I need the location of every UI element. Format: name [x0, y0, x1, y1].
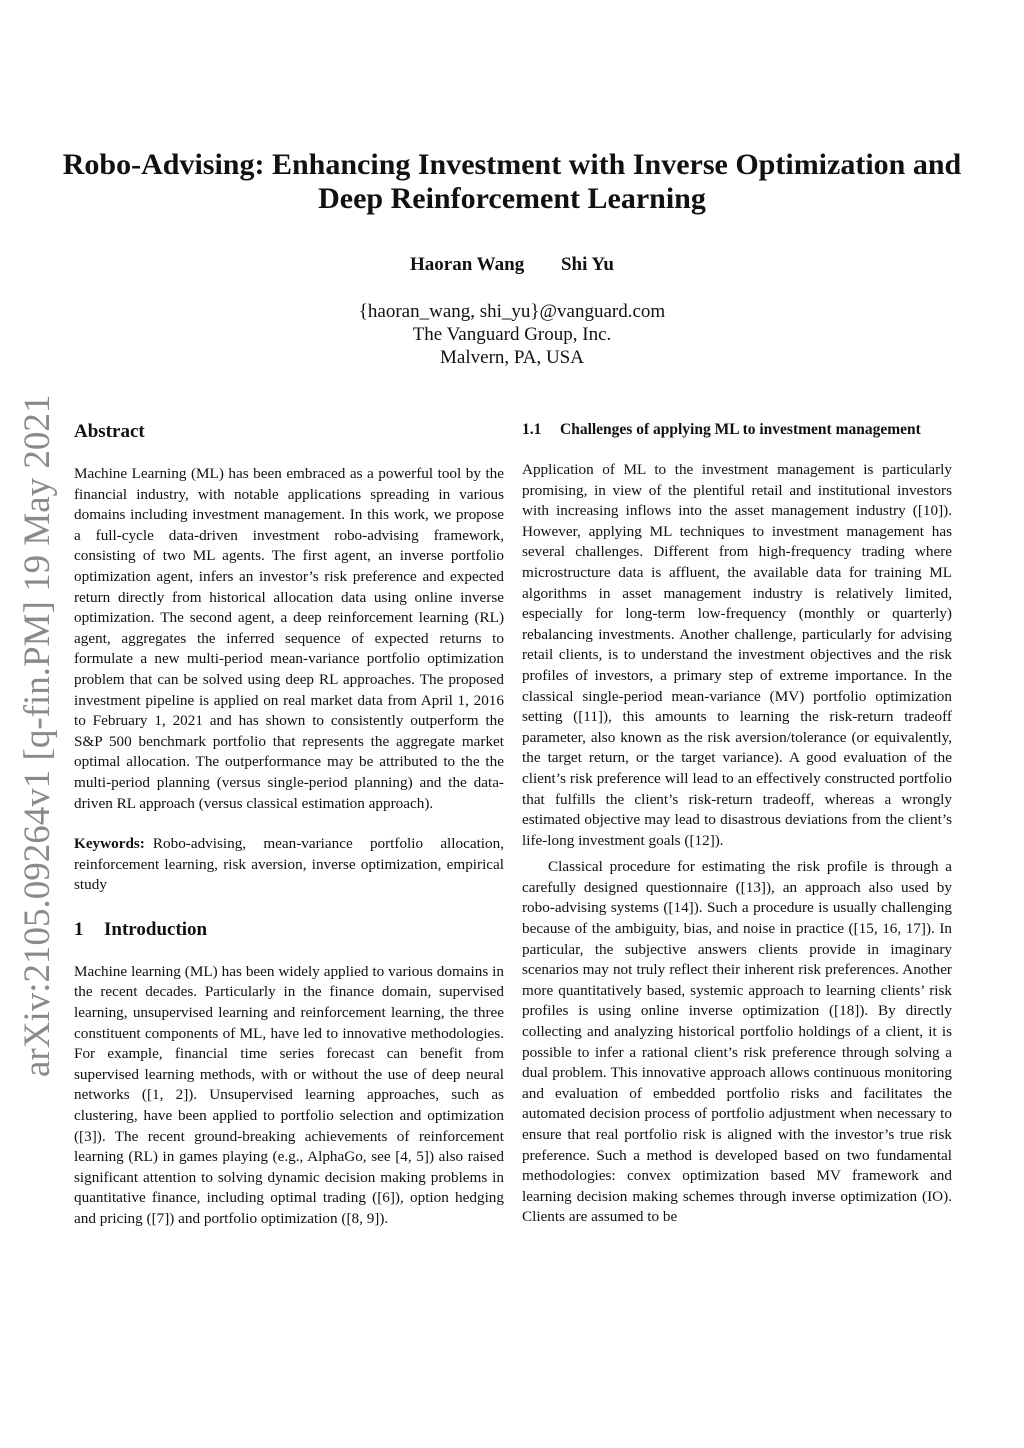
right-column — [522, 420, 952, 1228]
section-number: 1 — [74, 918, 84, 940]
section-heading — [74, 918, 504, 942]
keywords-text: Robo-advising, mean-variance portfolio allocation, reinforcement learning, risk aversion, inverse optimization, empirical study — [74, 835, 504, 894]
body-paragraph: Classical procedure for estimating the risk profile is through a carefully designed questionnaire ([13]), an approach also used by robo-advising systems ([14]). Such a procedure is usually challenging because of the ambiguity, bias, and noise in practice ([15, 16, 17]). In particular, the subjective answers clients provide in imaginary scenarios may not truly reflect their inherent risk preferences. Another more quantitatively based, systemic approach to learning clients’ risk profiles is using online inverse optimization ([18]). By directly collecting and analyzing historical portfolio holdings of a client, it is possible to infer a rational client’s risk preference through solving a dual problem. This innovative approach allows continuous monitoring and evaluation of embedded portfolio risks and facilitates the automated decision process of portfolio adjustment when necessary to ensure that real portfolio risk is aligned with the investor’s true risk preference. Such a method is developed based on two fundamental methodologies: convex optimization based MV framework and learning decision making schemes through inverse optimization (IO). Clients are assumed to be — [522, 858, 952, 1226]
section-title: Introduction — [104, 918, 208, 940]
left-column — [74, 420, 504, 1230]
subsection-heading — [522, 420, 952, 440]
organization: The Vanguard Group, Inc. — [412, 324, 612, 345]
intro-text: Machine learning (ML) has been widely applied to various domains in the recent decades. Particularly in the finance domain, supervised learning, unsupervised learning and reinforcement learning, the three constituent components of ML, have led to innovative methodologies. For example, financial time series forecast can benefit from supervised learning methods, with or without the use of deep neural networks ([1, 2]). Unsupervised learning approaches, such as clustering, have been applied to portfolio selection and optimization ([3]). The recent ground-breaking achievements of reinforcement learning (RL) in games playing (e.g., AlphaGo, see [4, 5]) also raised significant attention to solving dynamic decision making problems in quantitative finance, including optimal trading ([6]), option hedging and pricing ([7]) and portfolio optimization ([8, 9]). — [74, 962, 504, 1227]
subsection-number: 1.1 — [522, 421, 542, 438]
paper-title: Robo-Advising: Enhancing Investment with Inverse Optimization and Deep Reinforcement Learning — [62, 148, 962, 215]
abstract-text: Machine Learning (ML) has been embraced as a powerful tool by the financial industry, with notable applications spreading in various domains including investment management. In this work, we propose a full-cycle data-driven investment robo-advising framework, consisting of two ML agents. The first agent, an inverse portfolio optimization agent, infers an investor’s risk preference and expected return directly from historical allocation data using online inverse optimization. The second agent, a deep reinforcement learning (RL) agent, aggregates the inferred sequence of expected returns to formulate a new multi-period mean-variance portfolio optimization problem that can be solved using deep RL approaches. The proposed investment pipeline is applied on real market data from April 1, 2016 to February 1, 2021 and has shown to consistently outperform the S&P 500 benchmark portfolio that represents the aggregate market optimal allocation. The outperformance may be attributed to the the multi-period planning (versus single-period planning) and the data-driven RL approach (versus classical estimation approach). — [74, 465, 504, 812]
author-emails: {haoran_wang, shi_yu}@vanguard.com — [358, 301, 666, 322]
abstract-heading: Abstract — [74, 421, 145, 442]
arxiv-identifier: arXiv:2105.09264v1 [q-fin.PM] 19 May 2021 — [17, 394, 58, 1077]
subsection-title: Challenges of applying ML to investment management — [560, 421, 921, 438]
author-name: Haoran Wang — [410, 254, 525, 275]
keywords-block — [74, 834, 504, 896]
author-name: Shi Yu — [560, 254, 614, 275]
keywords-label: Keywords: — [74, 835, 145, 853]
affiliation-block — [0, 300, 1024, 369]
body-paragraph: Application of ML to the investment management is particularly promising, in view of the plentiful retail and institutional investors with increasing inflows into the asset management industry ([10]). However, applying ML techniques to investment management has several challenges. Different from high-frequency trading where microstructure data is affluent, the available data for training ML algorithms in asset management industry is relatively limited, especially for long-term low-frequency (monthly or quarterly) rebalancing investments. Another challenge, particularly for advising retail clients, is to understand the investment objectives and the risk profiles of investors, a primary step of extreme importance. In the classical single-period mean-variance (MV) portfolio optimization setting ([11]), this amounts to learning the risk-return tradeoff parameter, also known as the risk aversion/tolerance (or equivalently, the target return, or the target variance). A good evaluation of the client’s risk preference will lead to an effectively constructed portfolio that fulfills the client’s risk-return tradeoff, whereas a wrongly estimated objective may lead to disastrous deviations from the client’s life-long investment goals ([12]). — [522, 461, 952, 849]
location: Malvern, PA, USA — [440, 347, 584, 368]
author-list — [0, 254, 1024, 276]
